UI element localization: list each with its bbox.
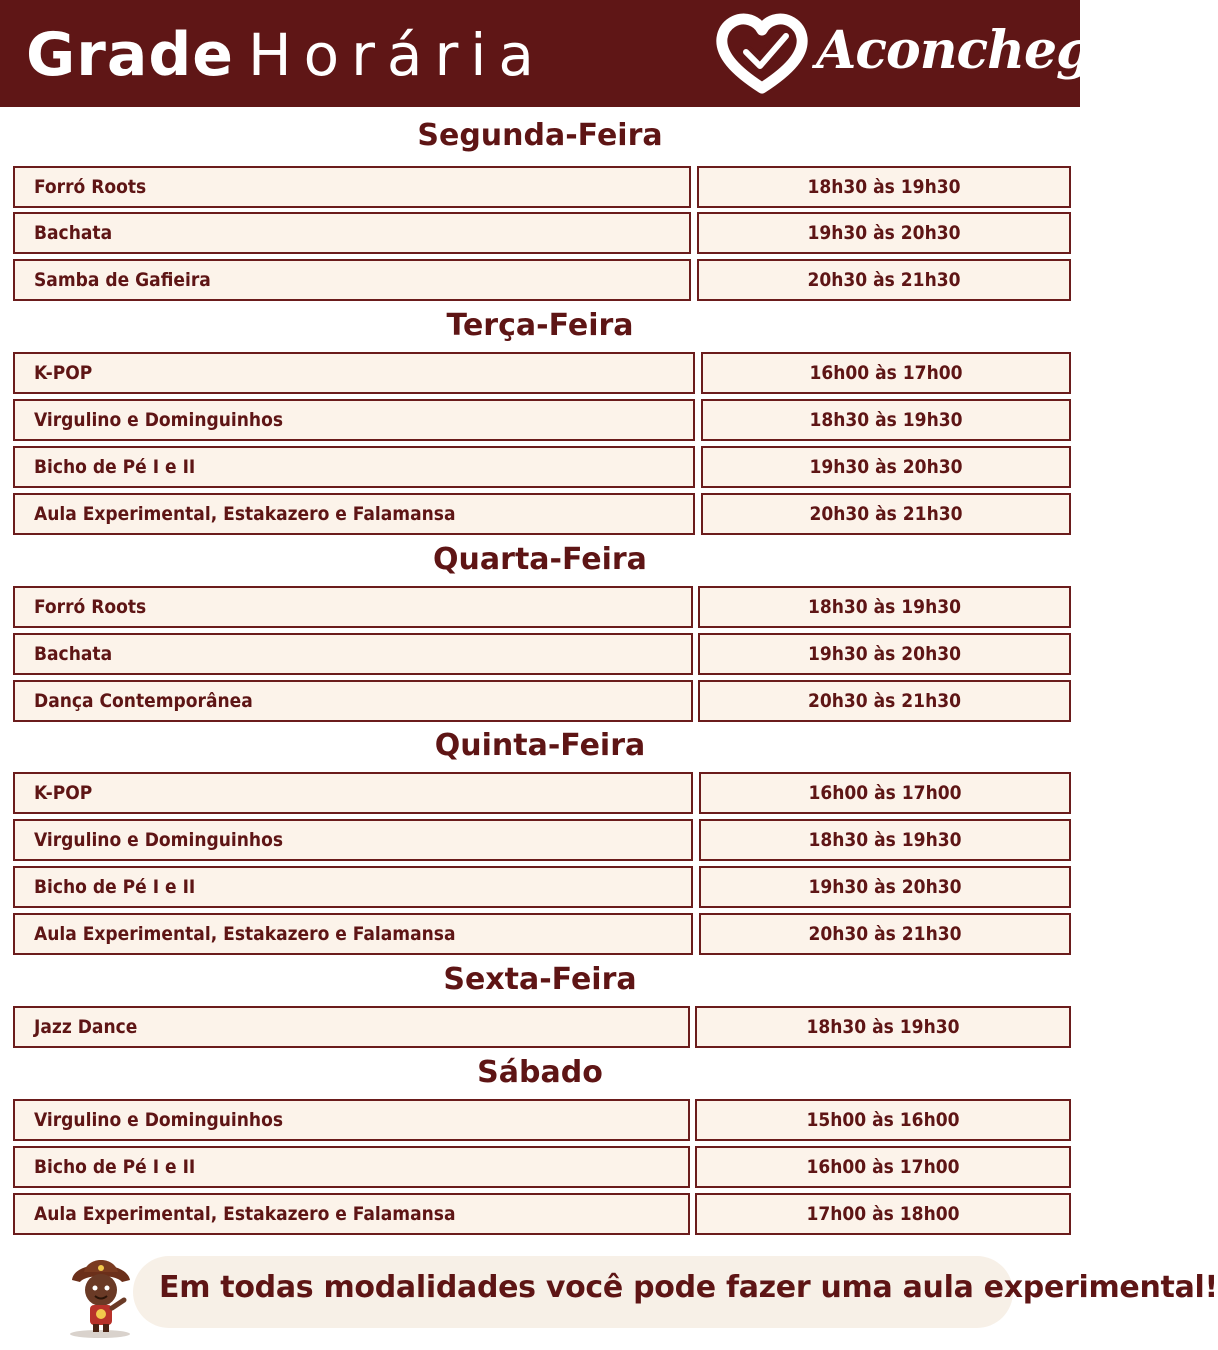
class-name-cell: K-POP [13, 352, 695, 394]
day-heading: Quarta-Feira [433, 542, 647, 577]
cangaceiro-mascot-icon [66, 1250, 136, 1344]
class-name-cell: Aula Experimental, Estakazero e Falamansa [13, 1193, 690, 1235]
heart-check-icon [716, 14, 808, 94]
class-time-cell: 20h30 às 21h30 [701, 493, 1071, 535]
day-heading: Sábado [477, 1055, 603, 1090]
title-light: Horária [247, 21, 546, 89]
class-time-cell: 20h30 às 21h30 [698, 680, 1071, 722]
class-time-cell: 15h00 às 16h00 [695, 1099, 1071, 1141]
class-name-cell: Aula Experimental, Estakazero e Falamansa [13, 493, 695, 535]
class-time-cell: 18h30 às 19h30 [695, 1006, 1071, 1048]
title-bold: Grade [26, 20, 234, 90]
class-name-cell: Bachata [13, 212, 691, 254]
class-name-cell: Bicho de Pé I e II [13, 446, 695, 488]
day-heading: Terça-Feira [446, 308, 634, 343]
day-heading: Segunda-Feira [417, 118, 663, 153]
class-time-cell: 18h30 às 19h30 [698, 586, 1071, 628]
class-time-cell: 19h30 às 20h30 [697, 212, 1071, 254]
class-time-cell: 18h30 às 19h30 [699, 819, 1071, 861]
class-name-cell: K-POP [13, 772, 693, 814]
class-time-cell: 19h30 às 20h30 [701, 446, 1071, 488]
class-name-cell: Virgulino e Dominguinhos [13, 1099, 690, 1141]
class-time-cell: 16h00 às 17h00 [701, 352, 1071, 394]
class-time-cell: 16h00 às 17h00 [699, 772, 1071, 814]
class-name-cell: Bicho de Pé I e II [13, 866, 693, 908]
class-name-cell: Virgulino e Dominguinhos [13, 399, 695, 441]
header-banner [0, 0, 1126, 107]
class-time-cell: 19h30 às 20h30 [699, 866, 1071, 908]
class-time-cell: 18h30 às 19h30 [701, 399, 1071, 441]
brand-name: Aconchego [816, 20, 1126, 81]
class-name-cell: Bachata [13, 633, 693, 675]
class-name-cell: Aula Experimental, Estakazero e Falamansa [13, 913, 693, 955]
page-title [26, 20, 546, 90]
class-name-cell: Bicho de Pé I e II [13, 1146, 690, 1188]
class-name-cell: Forró Roots [13, 166, 691, 208]
class-name-cell: Jazz Dance [13, 1006, 690, 1048]
class-time-cell: 17h00 às 18h00 [695, 1193, 1071, 1235]
class-time-cell: 18h30 às 19h30 [697, 166, 1071, 208]
class-time-cell: 20h30 às 21h30 [697, 259, 1071, 301]
class-name-cell: Samba de Gafieira [13, 259, 691, 301]
class-name-cell: Virgulino e Dominguinhos [13, 819, 693, 861]
day-heading: Quinta-Feira [434, 728, 646, 763]
footer-note: Em todas modalidades você pode fazer uma aula experimental! [159, 1270, 1218, 1305]
brand-logo [716, 14, 1126, 94]
class-time-cell: 19h30 às 20h30 [698, 633, 1071, 675]
class-name-cell: Forró Roots [13, 586, 693, 628]
class-name-cell: Dança Contemporânea [13, 680, 693, 722]
class-time-cell: 16h00 às 17h00 [695, 1146, 1071, 1188]
class-time-cell: 20h30 às 21h30 [699, 913, 1071, 955]
day-heading: Sexta-Feira [443, 962, 637, 997]
